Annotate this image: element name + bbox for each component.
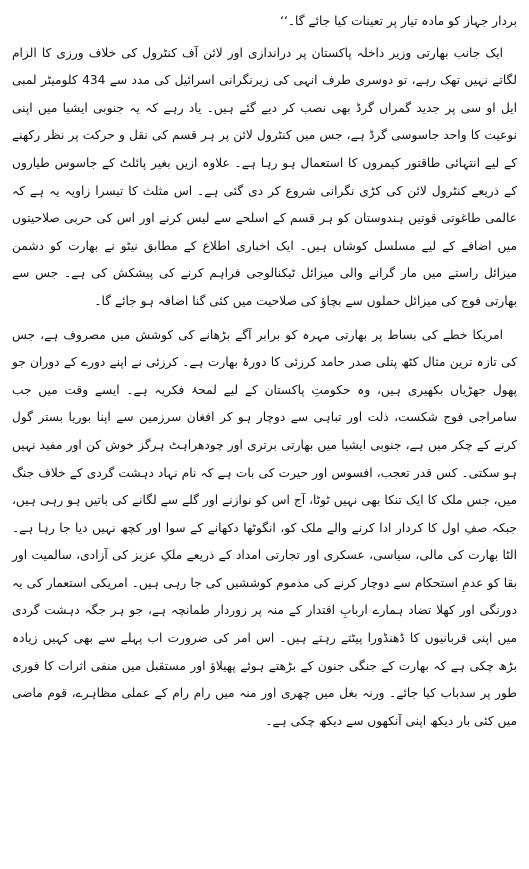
paragraph-us-india-policy: امریکا خطے کی بساط پر بھارتی مہرہ کو برابر آگے بڑھانے کی کوشش میں مصروف ہے، جس کی تازہ ترین مثال کٹھ پتلی صدر حامد کرزئی کا دورۂ بھارت ہے۔ کرزئی نے اپنے دورے کے دوران جو پھول جھڑیاں بکھیری ہیں، وہ حکومتِ پاکستان کے لیے لمحۂ فکریہ ہے۔ ایسے وقت میں جب سامراجی فوج شکست، ذلت اور تباہی سے دوچار ہو کر افغان سرزمین سے اپنا بوریا بستر گول کرنے کے چکر میں ہے، جنوبی ایشیا میں بھارتی برتری اور چودھراہٹ ہرگز خوش کن اور مفید نہیں ہو سکتی۔ کس قدر تعجب، افسوس اور حیرت کی بات ہے کہ نام نہاد دہشت گردی کے خلاف جنگ میں، جس ملک کا ایک تنکا بھی نہیں ٹوٹا، آج اس کو نوازنے اور گلے سے لگانے کی باتیں ہو رہی ہیں، جبکہ صفِ اول کا کردار ادا کرنے والے ملک کو، انگوٹھا دکھانے کے سوا اور کچھ نہیں دیا جا رہا ہے۔ الٹا بھارت کی مالی، سیاسی، عسکری اور تجارتی امداد کے ذریعے ملکِ عزیز کی آزادی، سالمیت اور بقا کو عدمِ استحکام سے دوچار کرنے کی مذموم کوششیں کی جا رہی ہیں۔ امریکی استعمار کی یہ دورنگی اور کھلا تضاد ہمارے اربابِ اقتدار کے منہ پر زوردار طمانچہ ہے، جو ہر جگہ دہشت گردی میں اپنی قربانیوں کا ڈھنڈورا پیٹتے رہتے ہیں۔ اس امر کی ضرورت اب پہلے سے بھی کہیں زیادہ بڑھ چکی ہے کہ بھارت کے جنگی جنون کے بڑھتے ہوئے پھیلاؤ اور مستقبل میں منفی اثرات کا فوری طور پر سدباب کیا جائے۔ ورنہ بغل میں چھری اور منہ میں رام رام کے عملی مظاہرے، قوم ماضی میں کئی بار دیکھ اپنی آنکھوں سے دیکھ چکی ہے۔ [12, 327, 517, 728]
paragraph-border-surveillance: ایک جانب بھارتی وزیر داخلہ پاکستان پر دراندازی اور لائن آف کنٹرول کی خلاف ورزی کا الزام لگاتے نہیں تھک رہے، تو دوسری طرف انہی کی زیرنگرانی اسرائیل کی مدد سے 434 کلومیٹر لمبی ایل او سی پر جدید گمراں گرڈ بھی نصب کر دیے گئے ہیں۔ یاد رہے کہ یہ جنوبی ایشیا میں اپنی نوعیت کا واحد جاسوسی گرڈ ہے، جس میں کنٹرول لائن پر ہر قسم کی نقل و حرکت پر نظر رکھنے کے لیے انتہائی طاقتور کیمروں کا استعمال ہو رہا ہے۔ علاوہ ازیں بغیر پائلٹ کے جاسوس طیاروں کے ذریعے کنٹرول لائن کی کڑی نگرانی شروع کر دی گئی ہے۔ اس مثلث کا تیسرا زاویہ یہ ہے کہ عالمی طاغوتی قوتیں ہندوستان کو ہر قسم کے اسلحے سے لیس کرنے اور اس کی حربی صلاحیتوں میں اضافے کے لیے مسلسل کوشاں ہیں۔ ایک اخباری اطلاع کے مطابق نیٹو نے بھارت کو دشمن میزائل راستے میں مار گرانے والی میزائل ٹیکنالوجی فراہم کرنے کی پیشکش کی ہے۔ جس سے بھارتی فوج کی میزائل حملوں سے بچاؤ کی صلاحیت میں کئی گنا اضافہ ہو جائے گا۔ [12, 45, 517, 308]
paragraph-continuation: بردار جہاز کو مادہ تیار پر تعینات کیا جائے گا۔‘‘ [280, 14, 517, 28]
